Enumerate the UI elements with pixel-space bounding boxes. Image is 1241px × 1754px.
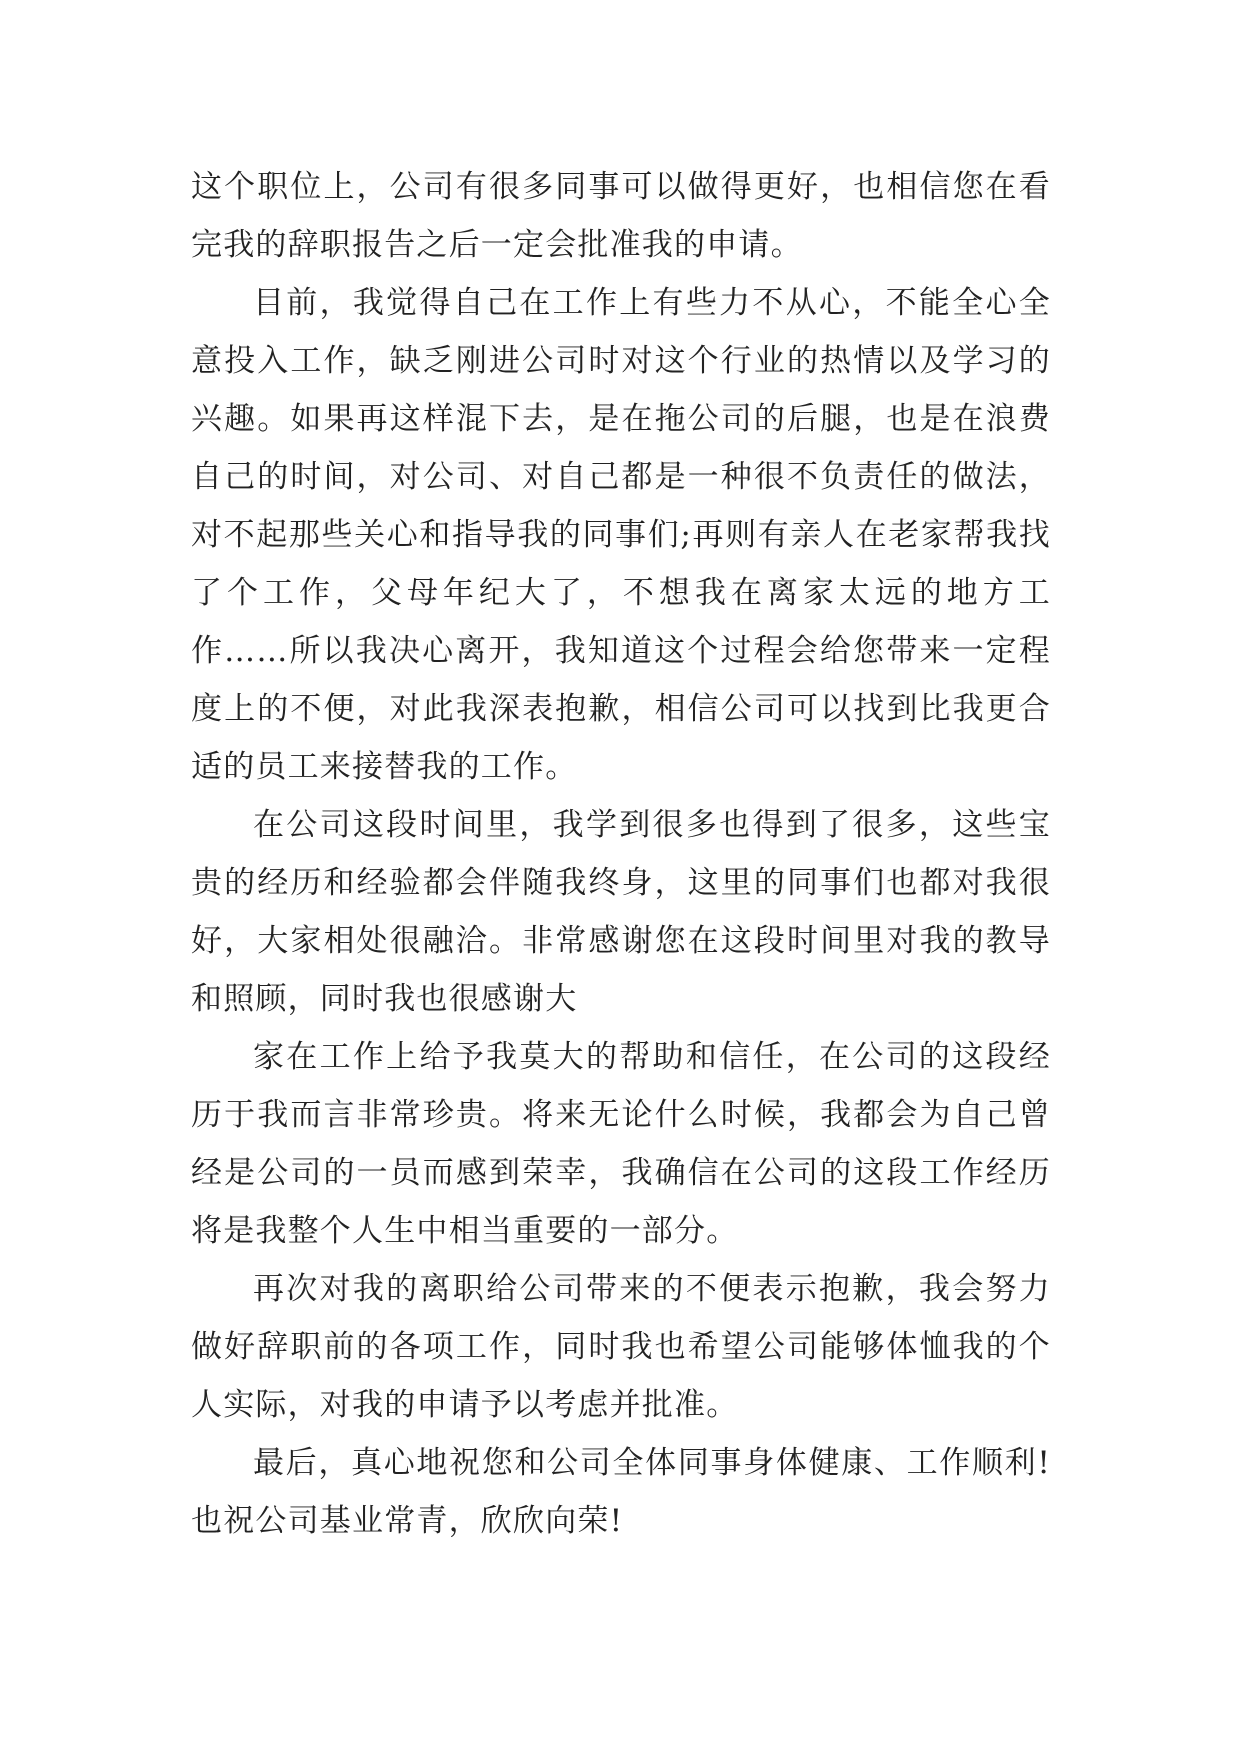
paragraph-gratitude-continued: 家在工作上给予我莫大的帮助和信任，在公司的这段经历于我而言非常珍贵。将来无论什么时候，我都会为自己曾经是公司的一员而感到荣幸，我确信在公司的这段工作经历将是我整个人生中相当重要的一部分。: [191, 1039, 1051, 1249]
paragraph-apology: 再次对我的离职给公司带来的不便表示抱歉，我会努力做好辞职前的各项工作，同时我也希望公司能够体恤我的个人实际，对我的申请予以考虑并批准。: [191, 1271, 1051, 1423]
paragraph-reasons: 目前，我觉得自己在工作上有些力不从心，不能全心全意投入工作，缺乏刚进公司时对这个行业的热情以及学习的兴趣。如果再这样混下去，是在拖公司的后腿，也是在浪费自己的时间，对公司、对自己都是一种很不负责任的做法，对不起那些关心和指导我的同事们;再则有亲人在老家帮我找了个工作，父母年纪大了，不想我在离家太远的地方工作……所以我决心离开，我知道这个过程会给您带来一定程度上的不便，对此我深表抱歉，相信公司可以找到比我更合适的员工来接替我的工作。: [191, 285, 1051, 785]
paragraph-closing-wishes: 最后，真心地祝您和公司全体同事身体健康、工作顺利!也祝公司基业常青，欣欣向荣!: [191, 1445, 1051, 1539]
paragraph-continuation: 这个职位上，公司有很多同事可以做得更好，也相信您在看完我的辞职报告之后一定会批准我的申请。: [191, 169, 1051, 263]
paragraph-gratitude: 在公司这段时间里，我学到很多也得到了很多，这些宝贵的经历和经验都会伴随我终身，这里的同事们也都对我很好，大家相处很融洽。非常感谢您在这段时间里对我的教导和照顾，同时我也很感谢大: [191, 807, 1051, 1017]
document-body: [191, 158, 1051, 1550]
